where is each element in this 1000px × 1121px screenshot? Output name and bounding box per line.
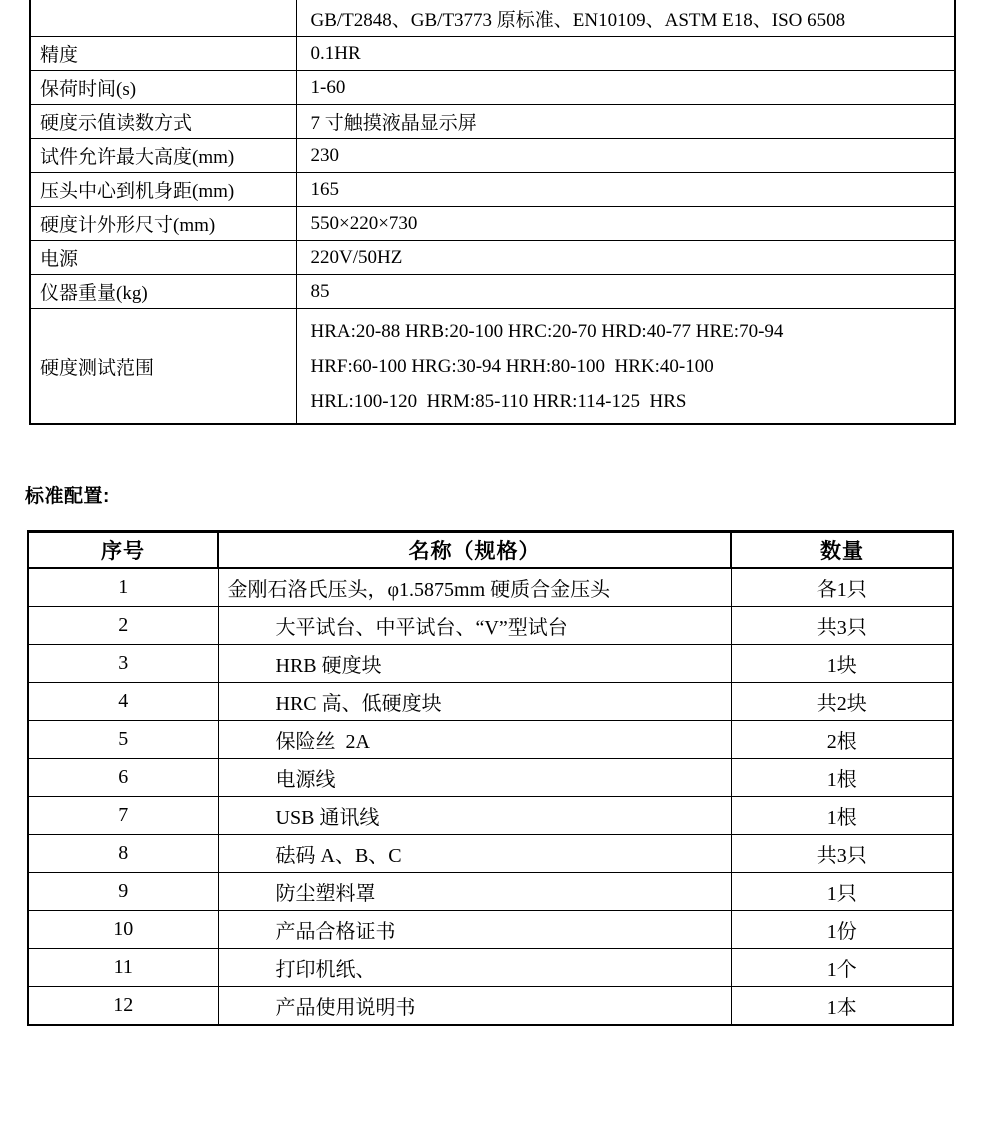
- spec-value: 1-60: [296, 71, 955, 105]
- spec-label: 电源: [30, 241, 296, 275]
- spec-row: [30, 37, 955, 71]
- config-item-qty: 1个: [731, 949, 953, 987]
- spec-row: [30, 207, 955, 241]
- config-table-header: [28, 532, 953, 569]
- spec-label: 硬度计外形尺寸(mm): [30, 207, 296, 241]
- config-row: [28, 683, 953, 721]
- spec-table: [29, 0, 956, 425]
- spec-label: 硬度测试范围: [30, 309, 296, 425]
- config-item-qty: 1只: [731, 873, 953, 911]
- spec-row: [30, 105, 955, 139]
- config-item-no: 12: [28, 987, 218, 1026]
- config-row: [28, 949, 953, 987]
- config-item-name: HRC 高、低硬度块: [218, 683, 731, 721]
- config-item-qty: 共2块: [731, 683, 953, 721]
- config-item-qty: 2根: [731, 721, 953, 759]
- spec-row: [30, 275, 955, 309]
- config-row: [28, 797, 953, 835]
- spec-row: [30, 0, 955, 37]
- spec-label: 硬度示值读数方式: [30, 105, 296, 139]
- config-item-name: 电源线: [218, 759, 731, 797]
- spec-label: 仪器重量(kg): [30, 275, 296, 309]
- config-row: [28, 835, 953, 873]
- spec-label: 压头中心到机身距(mm): [30, 173, 296, 207]
- config-row: [28, 759, 953, 797]
- config-item-no: 8: [28, 835, 218, 873]
- config-item-name: 防尘塑料罩: [218, 873, 731, 911]
- spec-label: 保荷时间(s): [30, 71, 296, 105]
- config-row: [28, 568, 953, 607]
- spec-value: 550×220×730: [296, 207, 955, 241]
- config-table-body: [28, 568, 953, 1025]
- config-row: [28, 911, 953, 949]
- section-heading: 标准配置:: [25, 486, 110, 507]
- spec-label: 试件允许最大高度(mm): [30, 139, 296, 173]
- config-header-name: 名称（规格）: [218, 532, 731, 569]
- spec-row: [30, 173, 955, 207]
- spec-row: [30, 241, 955, 275]
- config-item-qty: 1根: [731, 797, 953, 835]
- spec-value: 230: [296, 139, 955, 173]
- config-table: [27, 530, 954, 1026]
- config-item-no: 5: [28, 721, 218, 759]
- config-item-qty: 共3只: [731, 607, 953, 645]
- config-item-name: USB 通讯线: [218, 797, 731, 835]
- config-item-qty: 1根: [731, 759, 953, 797]
- hardness-range-line: HRL:100-120 HRM:85-110 HRR:114-125 HRS: [310, 390, 687, 412]
- config-item-name: 金刚石洛氏压头，φ1.5875mm 硬质合金压头: [218, 568, 731, 607]
- config-item-no: 9: [28, 873, 218, 911]
- config-item-qty: 1份: [731, 911, 953, 949]
- config-item-no: 11: [28, 949, 218, 987]
- config-item-no: 2: [28, 607, 218, 645]
- spec-label: 精度: [30, 37, 296, 71]
- config-header-no: 序号: [28, 532, 218, 569]
- config-row: [28, 607, 953, 645]
- spec-row: [30, 71, 955, 105]
- config-item-no: 1: [28, 568, 218, 607]
- config-header-qty: 数量: [731, 532, 953, 569]
- config-item-name: 保险丝 2A: [218, 721, 731, 759]
- config-item-no: 7: [28, 797, 218, 835]
- spec-value: 220V/50HZ: [296, 241, 955, 275]
- config-row: [28, 645, 953, 683]
- config-item-name: 砝码 A、B、C: [218, 835, 731, 873]
- config-item-no: 6: [28, 759, 218, 797]
- spec-value: GB/T2848、GB/T3773 原标准、EN10109、ASTM E18、ISO 6508: [296, 0, 955, 37]
- spec-row: [30, 309, 955, 425]
- config-header-row: [28, 532, 953, 569]
- config-item-no: 4: [28, 683, 218, 721]
- spec-label: [30, 0, 296, 37]
- spec-value: 7 寸触摸液晶显示屏: [296, 105, 955, 139]
- config-item-qty: 共3只: [731, 835, 953, 873]
- hardness-range-line: HRF:60-100 HRG:30-94 HRH:80-100 HRK:40-100: [310, 355, 714, 377]
- config-item-no: 3: [28, 645, 218, 683]
- spec-value: 165: [296, 173, 955, 207]
- spec-table-body: [30, 0, 955, 424]
- config-item-qty: 1本: [731, 987, 953, 1026]
- config-row: [28, 987, 953, 1026]
- config-row: [28, 873, 953, 911]
- config-item-qty: 1块: [731, 645, 953, 683]
- spec-row: [30, 139, 955, 173]
- spec-value: 0.1HR: [296, 37, 955, 71]
- config-item-name: HRB 硬度块: [218, 645, 731, 683]
- hardness-range-line: HRA:20-88 HRB:20-100 HRC:20-70 HRD:40-77 HRE:70-94: [310, 320, 784, 342]
- config-item-name: 大平试台、中平试台、“V”型试台: [218, 607, 731, 645]
- spec-value: [296, 309, 955, 425]
- config-item-name: 产品使用说明书: [218, 987, 731, 1026]
- spec-value: 85: [296, 275, 955, 309]
- config-item-no: 10: [28, 911, 218, 949]
- config-item-name: 产品合格证书: [218, 911, 731, 949]
- config-item-name: 打印机纸、: [218, 949, 731, 987]
- config-row: [28, 721, 953, 759]
- config-item-qty: 各1只: [731, 568, 953, 607]
